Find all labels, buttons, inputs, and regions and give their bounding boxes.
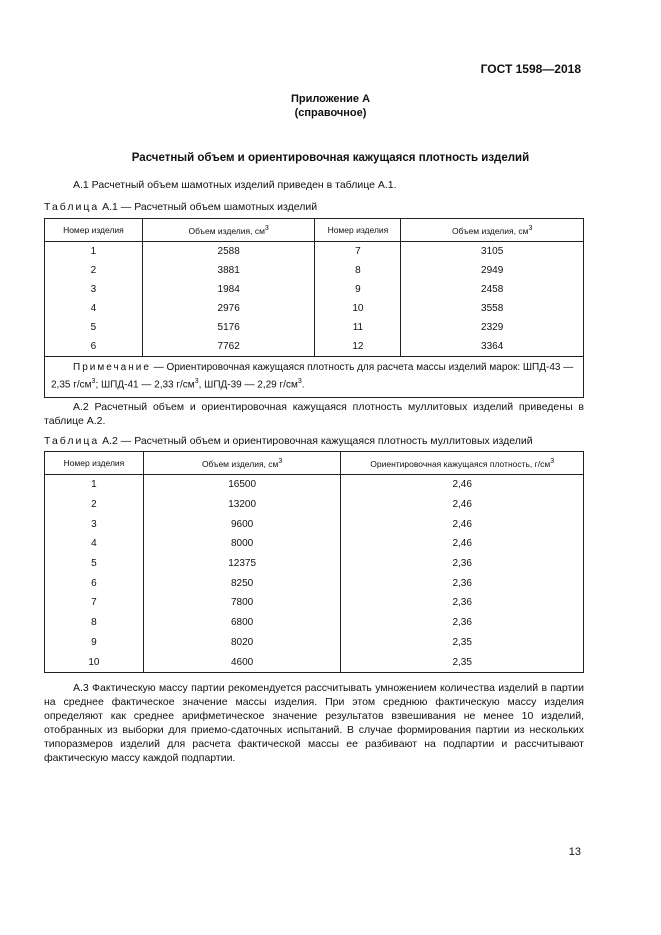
table-cell: 2458	[401, 280, 584, 299]
table-cell: 6	[45, 337, 143, 357]
table-cell: 7	[315, 242, 401, 262]
superscript: 3	[550, 457, 555, 465]
table-cell: 6800	[143, 613, 341, 633]
text-span: Объем изделия, см	[188, 225, 265, 236]
table-cell: 3364	[401, 337, 584, 357]
table-2	[44, 451, 584, 673]
table1-caption-word: Таблица	[44, 201, 100, 213]
table-cell: 9	[45, 633, 144, 653]
text-span: Номер изделия	[63, 458, 125, 468]
table-cell: 3	[45, 514, 144, 534]
page-number: 13	[568, 846, 581, 858]
appendix-title: Приложение А	[290, 93, 371, 105]
table-row	[45, 534, 584, 554]
table-cell: 1	[45, 242, 143, 262]
table-cell: 6	[45, 573, 144, 593]
table-cell: 4	[45, 534, 144, 554]
text-span: .	[301, 379, 305, 391]
table2-header-cell	[143, 452, 341, 475]
text-span: Номер изделия	[63, 225, 124, 235]
table2-header-row	[45, 452, 584, 475]
table-cell: 12375	[143, 554, 341, 574]
table-row	[45, 652, 584, 672]
table-cell: 4	[45, 299, 143, 318]
table-cell: 16500	[143, 475, 341, 495]
table2-header-cell	[341, 452, 584, 475]
text-span: ; ШПД-41 — 2,33 г/см	[95, 379, 195, 391]
table1-header-cell	[401, 219, 584, 242]
table-row	[45, 495, 584, 515]
superscript: 3	[528, 224, 533, 232]
table-row	[45, 280, 584, 299]
table-cell: 3558	[401, 299, 584, 318]
table-cell: 2,36	[341, 613, 584, 633]
table-cell: 2,36	[341, 573, 584, 593]
superscript: 3	[91, 378, 96, 386]
text-span: — Ориентировочная кажущаяся плотность для расчета массы изделий марок: ШПД-43 — 2,35 г/см	[51, 362, 574, 391]
table-cell: 2,46	[341, 475, 584, 495]
table-cell: 2	[45, 261, 143, 280]
table-cell: 10	[45, 652, 144, 672]
text-span: , ШПД-39 — 2,29 г/см	[198, 379, 298, 391]
appendix-subtitle: (справочное)	[294, 107, 367, 119]
table-row	[45, 475, 584, 495]
table-row	[45, 337, 584, 357]
table-cell: 2,46	[341, 495, 584, 515]
text-span: Объем изделия, см	[201, 458, 279, 469]
superscript: 3	[194, 378, 199, 386]
table-cell: 2,36	[341, 593, 584, 613]
table2-header-cell	[45, 452, 144, 475]
table-row	[45, 573, 584, 593]
table1-header-cell	[45, 219, 143, 242]
table1-header-row	[45, 219, 584, 242]
table1-note-row	[45, 357, 584, 398]
table-cell: 2,35	[341, 633, 584, 653]
table1-header-cell	[315, 219, 401, 242]
table-cell: 2329	[401, 318, 584, 337]
table-cell: 7800	[143, 593, 341, 613]
table-cell: 7	[45, 593, 144, 613]
table-cell: 4600	[143, 652, 341, 672]
table-cell: 3105	[401, 242, 584, 262]
table1-caption	[44, 201, 317, 213]
note-label: Примечание	[73, 362, 151, 374]
table-row	[45, 242, 584, 262]
table-cell: 8020	[143, 633, 341, 653]
paragraph-a3: А.3 Фактическую массу партии рекомендуется рассчитывать умножением количества изделий в партии на среднее фактическое значение массы изделия. При этом среднюю фактическую массу изделия определяют как среднее арифметическое значение результатов взвешивания не менее 10 изделий, отобранных из выборки для приемо-сдаточных испытаний. В случае формирования партии из нескольких типоразмеров изделий для расчета фактической массы ее разбивают на подпартии и рассчитывают фактическую массу каждой подпартии.	[44, 682, 584, 764]
table-cell: 8250	[143, 573, 341, 593]
table-cell: 5176	[142, 318, 315, 337]
table-cell: 7762	[142, 337, 315, 357]
table-cell: 2,35	[341, 652, 584, 672]
table-cell: 9	[315, 280, 401, 299]
table-row	[45, 261, 584, 280]
table-row	[45, 613, 584, 633]
table-cell: 9600	[143, 514, 341, 534]
table-cell: 11	[315, 318, 401, 337]
table-cell: 1	[45, 475, 144, 495]
document-id: ГОСТ 1598—2018	[480, 62, 581, 76]
table1-caption-text: А.1 — Расчетный объем шамотных изделий	[102, 201, 318, 213]
table-cell: 12	[315, 337, 401, 357]
appendix-heading	[0, 92, 661, 120]
table-row	[45, 593, 584, 613]
text-span: Ориентировочная кажущаяся плотность, г/см	[370, 458, 551, 469]
table-cell: 2,46	[341, 514, 584, 534]
table-cell: 2,46	[341, 534, 584, 554]
table-cell: 2588	[142, 242, 315, 262]
section-title: Расчетный объем и ориентировочная кажущаяся плотность изделий	[131, 152, 530, 164]
table-row	[45, 299, 584, 318]
table-row	[45, 554, 584, 574]
table-1	[44, 218, 584, 398]
table-row	[45, 318, 584, 337]
paragraph-a1: А.1 Расчетный объем шамотных изделий приведен в таблице А.1.	[73, 179, 397, 191]
table-cell: 2,36	[341, 554, 584, 574]
table-cell: 8000	[143, 534, 341, 554]
superscript: 3	[297, 378, 302, 386]
table-cell: 8	[315, 261, 401, 280]
table-cell: 5	[45, 554, 144, 574]
superscript: 3	[264, 224, 269, 232]
table2-caption-text: А.2 — Расчетный объем и ориентировочная кажущаяся плотность муллитовых изделий	[102, 435, 533, 447]
table-cell: 2	[45, 495, 144, 515]
table2-caption-word: Таблица	[44, 435, 100, 447]
table-row	[45, 514, 584, 534]
text-span: Объем изделия, см	[452, 225, 529, 236]
table1-header-cell	[142, 219, 315, 242]
table-cell: 3	[45, 280, 143, 299]
table-row	[45, 633, 584, 653]
table-cell: 2949	[401, 261, 584, 280]
table-cell: 3881	[142, 261, 315, 280]
table-cell: 5	[45, 318, 143, 337]
table-cell: 2976	[142, 299, 315, 318]
superscript: 3	[278, 457, 283, 465]
table-cell: 10	[315, 299, 401, 318]
table2-caption	[44, 435, 533, 447]
table1-note	[45, 357, 584, 398]
table-cell: 13200	[143, 495, 341, 515]
paragraph-a2: А.2 Расчетный объем и ориентировочная кажущаяся плотность муллитовых изделий приведены в таблице А.2.	[44, 401, 584, 427]
table-cell: 1984	[142, 280, 315, 299]
table-cell: 8	[45, 613, 144, 633]
text-span: Номер изделия	[327, 225, 389, 235]
